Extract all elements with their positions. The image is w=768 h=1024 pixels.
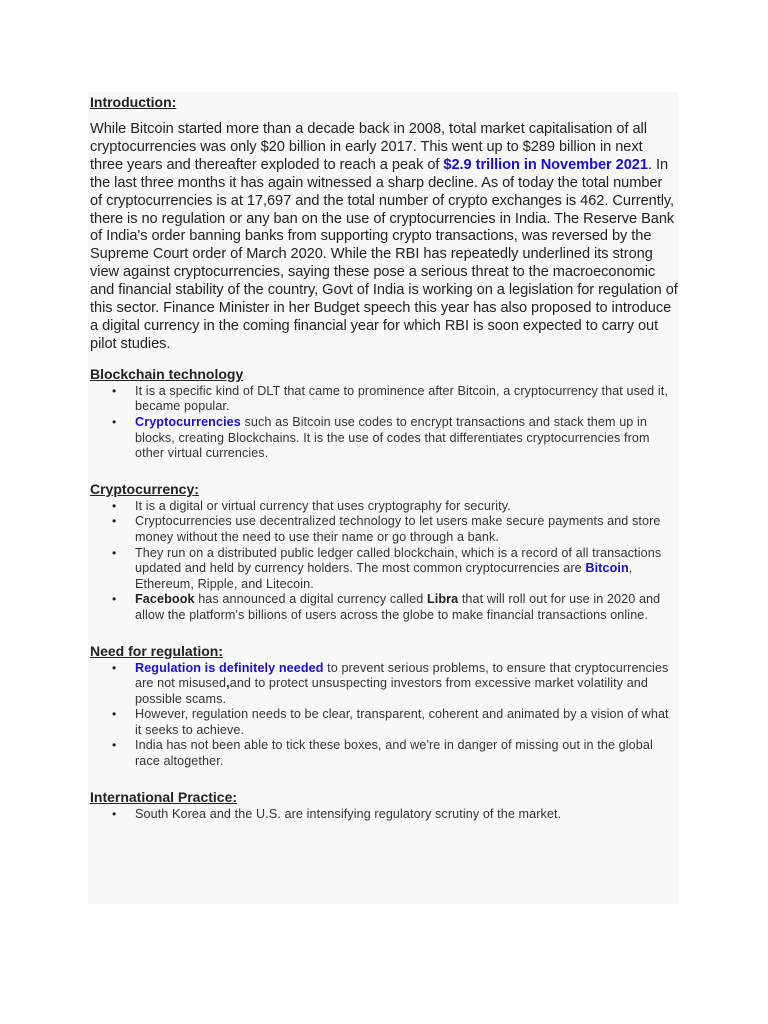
list-item-text: to prevent serious problems, to ensure that cryptocurrencies are not misused [135,660,669,691]
regulation-needed-link[interactable]: Regulation is definitely needed [135,660,324,675]
list-item-text: South Korea and the U.S. are intensifying regulatory scrutiny of the market. [135,806,562,821]
bullet-icon: • [112,806,117,821]
cryptocurrency-heading: Cryptocurrency: [90,480,199,497]
regulation-list [90,661,678,770]
peak-value-link[interactable]: $2.9 trillion in November 2021 [443,156,648,173]
bullet-icon: • [112,414,117,429]
list-item [90,807,678,823]
list-item [90,661,678,708]
libra-bold: Libra [426,592,459,607]
introduction-heading: Introduction: [90,94,177,110]
list-item [90,707,678,738]
document-content [90,92,678,822]
list-item-text: India has not been able to tick these boxes, and we're in danger of missing out in the global race altogether. [135,738,653,769]
list-item-text: However, regulation needs to be clear, transparent, coherent and animated by a vision of what it seeks to achieve. [135,707,669,737]
blockchain-heading: Blockchain technology [90,365,244,382]
intro-text-start: While Bitcoin started more than a decade back in 2008, total market capitalisation of all cryptocurrencies was only $20 billion in early 2017. This went up to $289 billion in next three years and thereafter exploded to reach a peak of [90,121,647,173]
list-item-text: Cryptocurrencies use decentralized technology to let users make secure payments and store money without the need to use their name or go through a bank. [135,514,661,544]
section-introduction [90,92,678,354]
list-item [90,415,678,462]
bullet-icon: • [112,514,117,529]
list-item-text: that will roll out for use in 2020 and allow the platform's billions of users across the globe to make financial transactions online. [135,592,661,622]
list-item-text: It is a specific kind of DLT that came to prominence after Bitcoin, a cryptocurrency that used it, became popular. [135,383,668,414]
international-list [90,807,678,823]
regulation-heading: Need for regulation: [90,642,224,659]
list-item-text: and to protect unsuspecting investors from excessive market volatility and possible scams. [135,676,649,706]
list-item-text: They run on a distributed public ledger called blockchain, which is a record of all transactions updated and held by currency holders. The most common cryptocurrencies are [135,545,662,576]
bitcoin-link[interactable]: Bitcoin [585,561,629,576]
international-heading: International Practice: [90,788,238,805]
bullet-icon: • [112,592,117,607]
list-item-text: It is a digital or virtual currency that uses cryptography for security. [135,498,511,513]
bullet-icon: • [112,383,117,398]
bullet-icon: • [112,498,117,513]
list-item-text: has announced a digital currency called [194,592,427,607]
section-international [90,787,678,823]
list-item [90,384,678,415]
section-cryptocurrency [90,479,678,624]
list-item [90,592,678,623]
intro-text-end: . In the last three months it has again witnessed a sharp decline. As of today the total number of cryptocurrencies is at 17,697 and the total number of crypto exchanges is 462. Currently, there is no regulation or any ban on the use of cryptocurrencies in India. The Reserve Bank of India's order banning banks from supporting crypto transactions, was reversed by the Supreme Court order of March 2020. While the RBI has repeatedly underlined its strong view against cryptocurrencies, saying these pose a serious threat to the macroeconomic and financial stability of the country, Govt of India is working on a legislation for regulation of this sector. Finance Minister in her Budget speech this year has also proposed to introduce a digital currency in the coming financial year for which RBI is soon expected to carry out pilot studies. [90,156,678,352]
list-item-text: such as Bitcoin use codes to encrypt transactions and stack them up in blocks, creating Blockchains. It is the use of codes that differentiates cryptocurrencies from other virtual currencies. [135,414,650,461]
cryptocurrencies-link[interactable]: Cryptocurrencies [135,414,241,429]
bullet-icon: • [112,545,117,560]
blockchain-list [90,384,678,462]
list-item-comma: , [226,676,230,691]
facebook-bold: Facebook [135,592,195,607]
list-item-text: , Ethereum, Ripple, and Litecoin. [135,561,633,591]
list-item [90,546,678,593]
list-item [90,499,678,515]
bullet-icon: • [112,660,117,675]
section-blockchain [90,364,678,462]
list-item [90,514,678,545]
bullet-icon: • [112,738,117,753]
list-item [90,738,678,769]
section-regulation [90,641,678,770]
bullet-icon: • [112,707,117,722]
introduction-paragraph [90,121,678,354]
cryptocurrency-list [90,499,678,624]
